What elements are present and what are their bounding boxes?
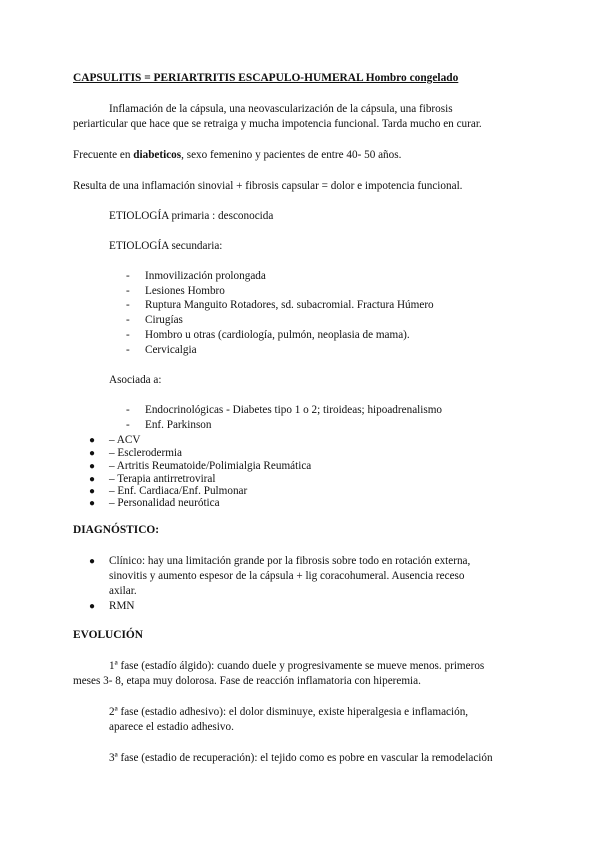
list-item-text: Hombro u otras (cardiología, pulmón, neoplasia de mama). — [145, 329, 410, 341]
list-item — [126, 284, 130, 299]
diagnostico-rmn: RMN — [109, 600, 135, 612]
bullet-icon: ● — [89, 435, 96, 446]
etiologia-primaria: ETIOLOGÍA primaria : desconocida — [109, 210, 274, 222]
bullet-icon: ● — [89, 486, 96, 497]
frecuente-suffix: , sexo femenino y pacientes de entre 40- 50 años. — [181, 149, 402, 161]
etiologia-secundaria-heading: ETIOLOGÍA secundaria: — [109, 240, 223, 252]
evolucion-heading: EVOLUCIÓN — [73, 629, 144, 641]
diagnostico-clinico-line-1: Clínico: hay una limitación grande por la fibrosis sobre todo en rotación externa, — [109, 555, 471, 567]
list-item — [126, 269, 130, 284]
intro-line-2: periarticular que hace que se retraiga y mucha impotencia funcional. Tarda mucho en curar. — [73, 118, 482, 130]
list-item — [126, 298, 130, 313]
diagnostico-clinico-line-2: sinovitis y aumento espesor de la cápsula + lig coracohumeral. Ausencia receso — [109, 570, 465, 582]
diagnostico-clinico-line-3: axilar. — [109, 585, 137, 597]
dash-marker: - — [126, 270, 130, 282]
frecuente-prefix: Frecuente en — [73, 149, 134, 161]
intro-line-1: Inflamación de la cápsula, una neovascularización de la cápsula, una fibrosis — [109, 103, 453, 115]
list-item-text: Endocrinológicas - Diabetes tipo 1 o 2; tiroideas; hipoadrenalismo — [145, 404, 443, 416]
list-item-text: Cirugías — [145, 314, 183, 326]
dash-marker: - — [126, 419, 130, 431]
diagnostico-heading: DIAGNÓSTICO: — [73, 524, 160, 536]
frecuente-paragraph — [73, 148, 401, 163]
bullet-icon: ● — [89, 601, 96, 612]
page-title: CAPSULITIS = PERIARTRITIS ESCAPULO-HUMERAL Hombro congelado — [73, 72, 459, 84]
dash-marker: - — [126, 285, 130, 297]
list-item-text: Cervicalgia — [145, 344, 197, 356]
list-item — [126, 403, 130, 418]
dash-marker: - — [126, 314, 130, 326]
fase3-line-1: 3ª fase (estadio de recuperación): el tejido como es pobre en vascular la remodelación — [109, 752, 493, 764]
asociada-heading: Asociada a: — [109, 374, 162, 386]
list-item — [126, 418, 130, 433]
resulta-paragraph: Resulta de una inflamación sinovial + fibrosis capsular = dolor e impotencia funcional. — [73, 180, 463, 192]
bullet-icon: ● — [89, 556, 96, 567]
bullet-icon: ● — [89, 448, 96, 459]
bullet-icon: ● — [89, 461, 96, 472]
fase2-line-1: 2ª fase (estadio adhesivo): el dolor disminuye, existe hiperalgesia e inflamación, — [109, 706, 469, 718]
list-item-text: Lesiones Hombro — [145, 285, 225, 297]
dash-marker: - — [126, 404, 130, 416]
frecuente-bold: diabeticos — [133, 149, 182, 161]
list-item: – Esclerodermia — [109, 447, 182, 459]
list-item: – ACV — [109, 434, 141, 446]
dash-marker: - — [126, 299, 130, 311]
list-item-text: Inmovilización prolongada — [145, 270, 266, 282]
fase1-line-1: 1ª fase (estadío álgido): cuando duele y progresivamente se mueve menos. primeros — [109, 660, 485, 672]
bullet-icon: ● — [89, 474, 96, 485]
list-item — [126, 328, 130, 343]
list-item: – Enf. Cardiaca/Enf. Pulmonar — [109, 485, 248, 497]
fase2-line-2: aparece el estadio adhesivo. — [109, 721, 234, 733]
list-item — [126, 343, 130, 358]
list-item: – Personalidad neurótica — [109, 497, 220, 509]
list-item-text: Ruptura Manguito Rotadores, sd. subacromial. Fractura Húmero — [145, 299, 434, 311]
list-item — [126, 313, 130, 328]
list-item-text: Enf. Parkinson — [145, 419, 212, 431]
dash-marker: - — [126, 329, 130, 341]
fase1-line-2: meses 3- 8, etapa muy dolorosa. Fase de reacción inflamatoria con hiperemia. — [73, 675, 421, 687]
list-item: – Artritis Reumatoide/Polimialgia Reumática — [109, 460, 312, 472]
dash-marker: - — [126, 344, 130, 356]
list-item: – Terapia antirretroviral — [109, 473, 216, 485]
bullet-icon: ● — [89, 498, 96, 509]
